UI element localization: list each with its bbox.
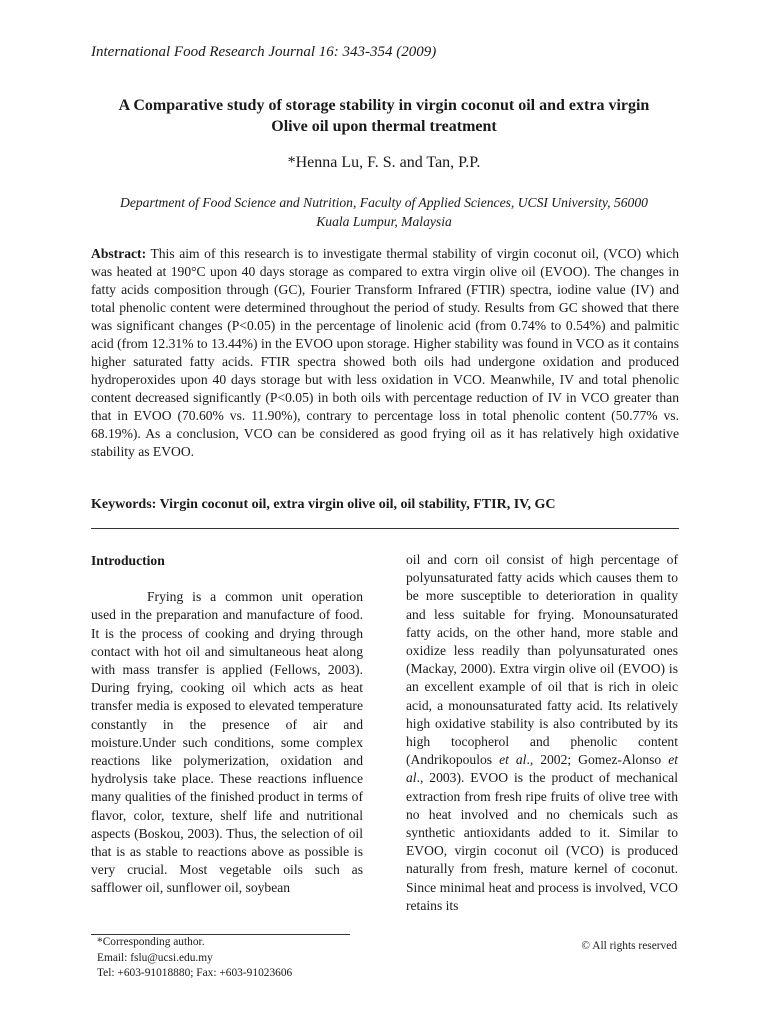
section-divider (91, 528, 679, 529)
paper-title (80, 95, 688, 137)
intro-paragraph: Frying is a common unit operation used in the preparation and manufacture of food. It is the process of cooking and drying through contact with hot oil and simultaneous heat along with mass transfer is applied (Fellows, 2003). During frying, cooking oil which acts as heat transfer media is exposed to elevated temperature constantly in the presence of air and moisture.Under such conditions, some complex reactions like polymerization, oxidation and hydrolysis take place. These reactions influence many qualities of the finished product in terms of flavor, color, texture, shelf life and nutritional aspects (Boskou, 2003). Thus, the selection of oil that is as stable to reactions above as possible is very crucial. Most vegetable oils such as safflower oil, sunflower oil, soybean (91, 589, 363, 896)
corresponding-author-footnote (97, 935, 292, 982)
right-column (406, 551, 678, 915)
abstract-text: This aim of this research is to investigate thermal stability of virgin coconut oil, (VCO) which was heated at 190°C upon 40 days storage as compared to extra virgin olive oil (EVOO). The changes in fatty acids composition through (GC), Fourier Transform Infrared (FTIR) spectra, iodine value (IV) and total phenolic content were determined throughout the period of study. Results from GC showed that there was significant changes (P<0.05) in the percentage of linolenic acid (from 0.74% to 0.54%) and palmitic acid (from 12.31% to 13.44%) in the EVOO upon storage. Higher stability was found in VCO as it contains higher saturated fatty acids. FTIR spectra showed both oils had undergone oxidation and produced hydroperoxides upon 40 days storage but with less oxidation in VCO. Meanwhile, IV and total phenolic content decreased significantly (P<0.05) in both oils with percentage reduction of IV in VCO greater than that in EVOO (70.60% vs. 11.90%), contrary to percentage loss in total phenolic content (50.77% vs. 68.19%). As a conclusion, VCO can be considered as good frying oil as it has relatively high oxidative stability as EVOO. (91, 246, 679, 459)
footnote-email: Email: fslu@ucsi.edu.my (97, 951, 213, 964)
left-column (91, 552, 363, 898)
text-run: ., 2002; Gomez-Alonso (526, 752, 669, 768)
title-line-1: A Comparative study of storage stability in virgin coconut oil and extra virgin (118, 97, 650, 114)
abstract (91, 245, 679, 461)
section-heading-introduction: Introduction (91, 553, 165, 568)
author-list: *Henna Lu, F. S. and Tan, P.P. (287, 154, 481, 171)
abstract-label: Abstract: (91, 246, 147, 261)
footnote-line-1: *Corresponding author. (97, 936, 205, 948)
italic-et-al: et al (406, 752, 678, 786)
affiliation-line-2: Kuala Lumpur, Malaysia (316, 214, 452, 229)
affiliation (80, 193, 688, 231)
text-run: oil and corn oil consist of high percentage of polyunsaturated fatty acids which causes them to be more susceptible to deterioration in quality and less suitable for frying. Monounsaturated fatty acids, on the other hand, more stable and oxidize less readily than polyunsaturated ones (Mackay, 2000). Extra virgin olive oil (EVOO) is an excellent example of oil that is rich in oleic acid, a monounsaturated fatty acid. Its relatively high oxidative stability is also contributed by its high tocopherol and phenolic content (Andrikopoulos (406, 552, 678, 768)
affiliation-line-1: Department of Food Science and Nutrition, Faculty of Applied Sciences, UCSI University, 56000 (120, 195, 648, 210)
footnote-phone: Tel: +603-91018880; Fax: +603-91023606 (97, 967, 293, 979)
text-run: ., 2003). EVOO is the product of mechanical extraction from fresh ripe fruits of olive tree with no heat involved and no chemicals such as synthetic antioxidants added to it. Similar to EVOO, virgin coconut oil (VCO) is produced naturally from fresh, mature kernel of coconut. Since minimal heat and process is involved, VCO retains its (406, 770, 678, 913)
italic-et-al: et al (499, 752, 527, 768)
title-line-2: Olive oil upon thermal treatment (271, 118, 497, 135)
keywords: Keywords: Virgin coconut oil, extra virgin olive oil, oil stability, FTIR, IV, GC (91, 497, 556, 512)
copyright-notice: © All rights reserved (581, 940, 677, 952)
journal-header: International Food Research Journal 16: 343-354 (2009) (91, 44, 437, 60)
intro-paragraph-continued (406, 551, 678, 915)
